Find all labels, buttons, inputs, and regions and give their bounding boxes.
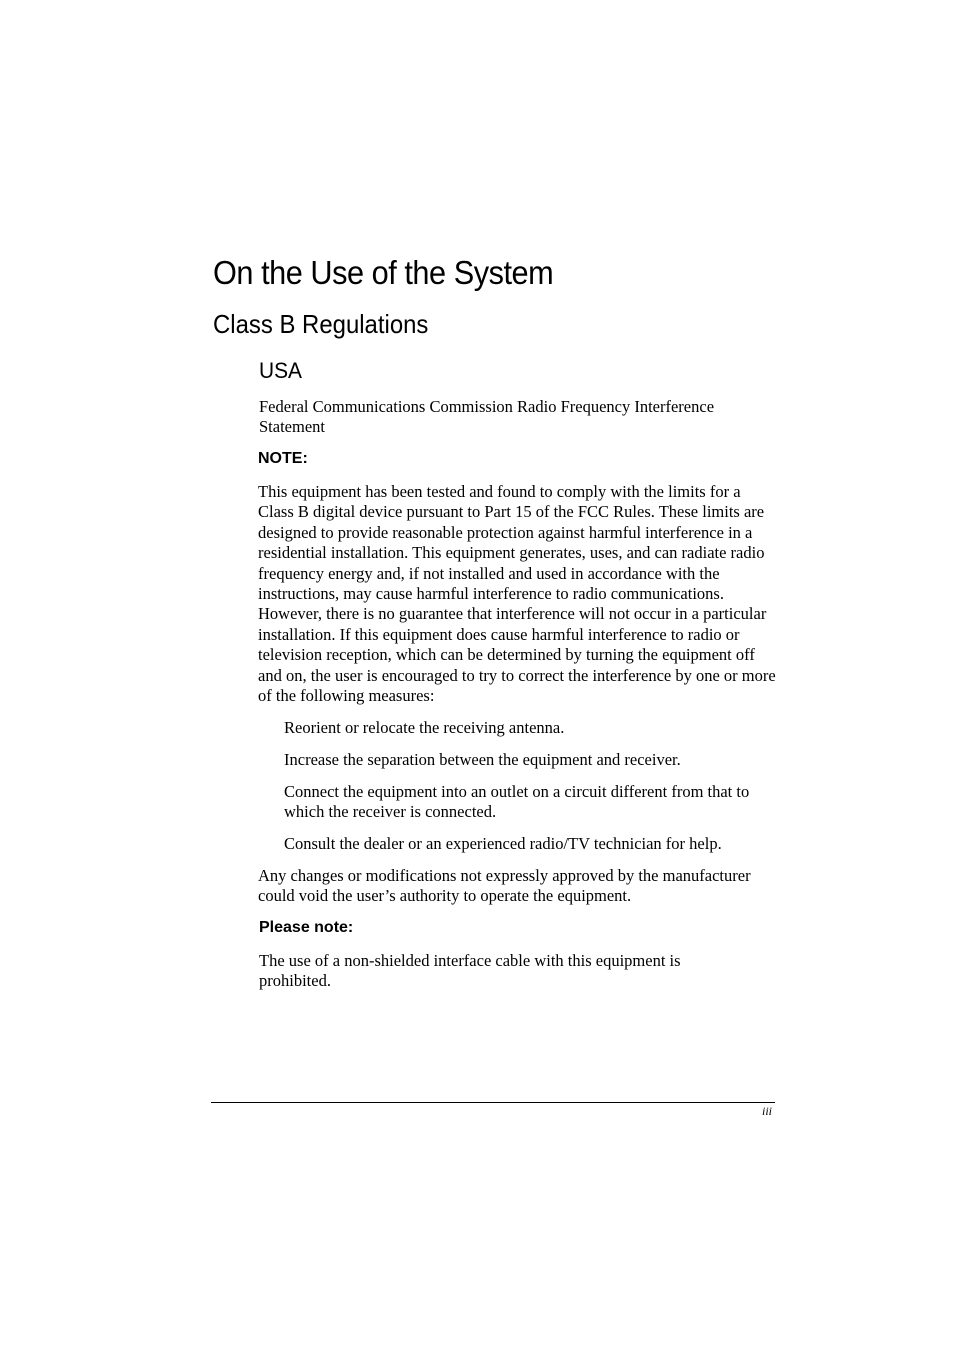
section-heading: Class B Regulations	[213, 309, 429, 339]
note-body: This equipment has been tested and found to comply with the limits for a Class B digital device pursuant to Part 15 of the FCC Rules. These limits are designed to provide reasonable protection against harmful interference in a residential installation. This equipment generates, uses, and can radiate radio frequency energy and, if not installed and used in accordance with the instructions, may cause harmful interference to radio communications. However, there is no guarantee that interference will not occur in a particular installation. If this equipment does cause harmful interference to radio or television reception, which can be determined by turning the equipment off and on, the user is encouraged to try to correct the interference by one or more of the following measures:	[258, 482, 776, 706]
subsection-heading: USA	[259, 358, 302, 383]
changes-warning: Any changes or modifications not expressly approved by the manufacturer could void the user’s authority to operate the equipment.	[258, 866, 751, 906]
please-note-heading: Please note:	[259, 919, 354, 936]
page-number: iii	[762, 1104, 773, 1118]
measure-item: Consult the dealer or an experienced radio/TV technician for help.	[284, 834, 722, 853]
note-heading: NOTE:	[258, 450, 308, 467]
please-note-body: The use of a non-shielded interface cable with this equipment is prohibited.	[259, 951, 681, 991]
fcc-statement-title: Federal Communications Commission Radio Frequency Interference Statement	[259, 397, 715, 437]
footer-divider	[211, 1102, 775, 1103]
measure-item: Increase the separation between the equipment and receiver.	[284, 750, 681, 769]
page-title: On the Use of the System	[213, 254, 554, 291]
measure-item: Reorient or relocate the receiving antenna.	[284, 718, 565, 737]
measure-item: Connect the equipment into an outlet on a circuit different from that to which the receiver is connected.	[284, 782, 750, 822]
